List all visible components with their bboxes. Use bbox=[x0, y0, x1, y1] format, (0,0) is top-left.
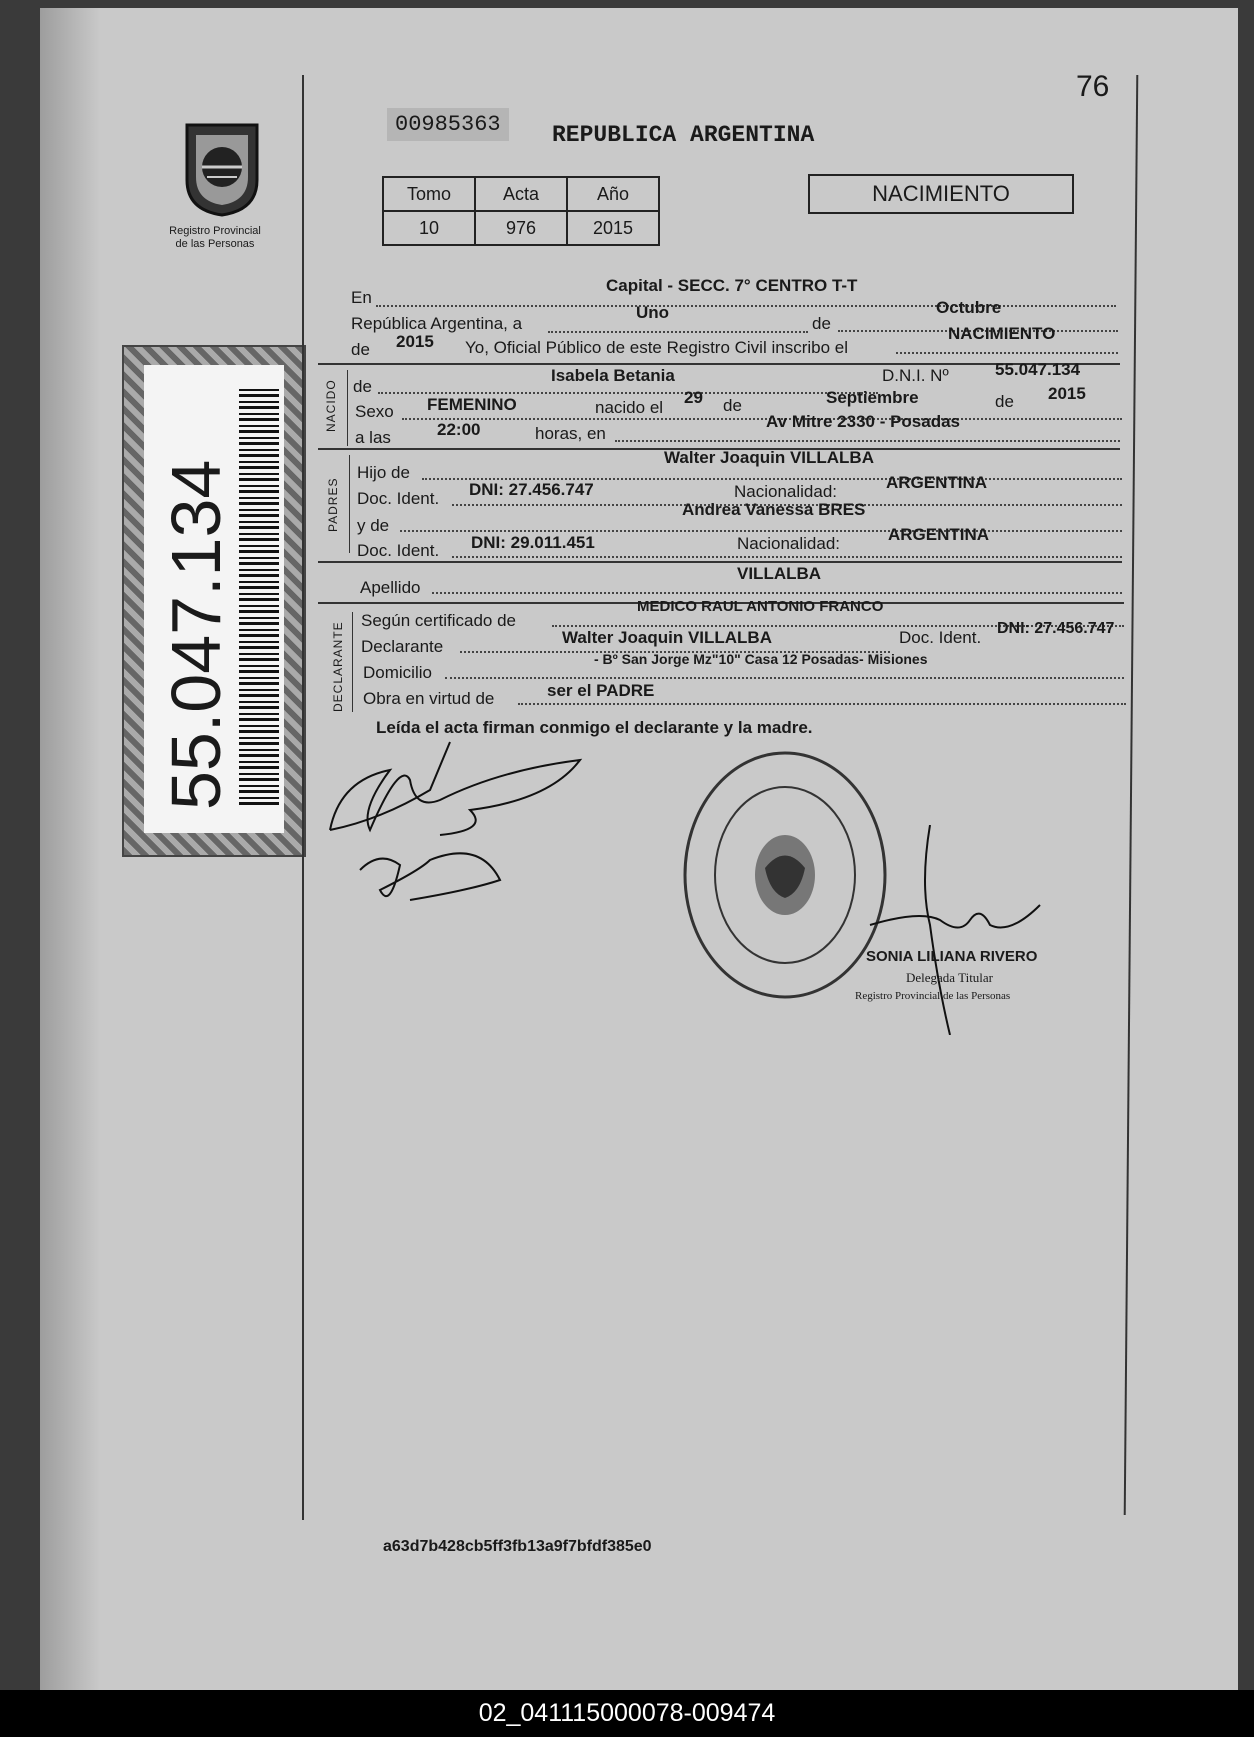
obra-dots bbox=[518, 703, 1126, 705]
logo-caption-2: de las Personas bbox=[175, 238, 255, 250]
day-dots bbox=[548, 331, 808, 333]
registry-logo bbox=[150, 115, 280, 251]
nacido-bracket bbox=[347, 370, 348, 446]
closing-text: Leída el acta firman conmigo el declarante y la madre. bbox=[376, 718, 813, 737]
decl-doc-label: Doc. Ident. bbox=[899, 628, 982, 647]
en-value: Capital - SECC. 7° CENTRO T-T bbox=[606, 276, 858, 295]
decl-value: Walter Joaquin VILLALBA bbox=[562, 628, 772, 647]
hijo-label: Hijo de bbox=[357, 463, 410, 482]
mother-dots bbox=[400, 530, 1122, 532]
obra-value: ser el PADRE bbox=[547, 681, 655, 700]
doc2-label: Doc. Ident. bbox=[357, 541, 440, 560]
year-value: 2015 bbox=[396, 332, 434, 351]
shield-emblem-icon bbox=[172, 115, 272, 220]
yde-label: y de bbox=[357, 516, 390, 535]
anio-header: Año bbox=[567, 177, 659, 211]
dni-sticker-inner bbox=[144, 365, 284, 833]
nac2-label: Nacionalidad: bbox=[737, 534, 841, 553]
child-name: Isabela Betania bbox=[551, 366, 675, 385]
birth-day: 29 bbox=[684, 388, 703, 407]
oficial-text: Yo, Oficial Público de este Registro Civil inscribo el bbox=[465, 338, 848, 357]
apellido-dots bbox=[432, 592, 1122, 594]
month-value: Octubre bbox=[936, 298, 1002, 317]
sexo-value: FEMENINO bbox=[427, 395, 517, 414]
child-dni: 55.047.134 bbox=[995, 360, 1081, 379]
sexo-label: Sexo bbox=[355, 402, 394, 421]
padres-bracket bbox=[349, 455, 350, 553]
nacido-de-label: de bbox=[353, 377, 372, 396]
official-stamp-icon bbox=[680, 748, 890, 1003]
dni-number: 55.047.134 bbox=[157, 459, 235, 810]
acta-header: Acta bbox=[475, 177, 567, 211]
nacido-de-label-3: de bbox=[995, 392, 1014, 411]
official-name: SONIA LILIANA RIVERO bbox=[866, 948, 1038, 965]
doc1-label: Doc. Ident. bbox=[357, 489, 440, 508]
father-nationality: ARGENTINA bbox=[886, 473, 988, 492]
cert-value: MEDICO RAUL ANTONIO FRANCO bbox=[637, 598, 884, 615]
country-heading: REPUBLICA ARGENTINA bbox=[552, 122, 815, 148]
republica-label: República Argentina, a bbox=[351, 314, 523, 333]
father-doc: DNI: 27.456.747 bbox=[469, 480, 594, 499]
nacido-de-label-2: de bbox=[723, 396, 742, 415]
obra-label: Obra en virtud de bbox=[363, 689, 495, 708]
alas-label: a las bbox=[355, 428, 391, 447]
sexo-dots bbox=[402, 418, 1122, 420]
record-value: NACIMIENTO bbox=[948, 324, 1056, 343]
official-signature-icon bbox=[860, 825, 1060, 1035]
nacido-el-label: nacido el bbox=[595, 398, 664, 417]
logo-caption-1: Registro Provincial bbox=[169, 225, 261, 237]
de-label-2: de bbox=[351, 340, 370, 359]
dom-value: - Bº San Jorge Mz"10" Casa 12 Posadas- Misiones bbox=[594, 651, 928, 667]
mother-doc: DNI: 29.011.451 bbox=[471, 533, 595, 552]
anio-value: 2015 bbox=[567, 211, 659, 245]
dom-label: Domicilio bbox=[363, 663, 432, 682]
name-dots bbox=[378, 392, 878, 394]
padres-section-label: PADRES bbox=[326, 477, 340, 532]
declarante-section-label: DECLARANTE bbox=[331, 621, 345, 712]
record-dots bbox=[896, 352, 1118, 354]
mother-name: Andrea Vanessa BRES bbox=[682, 500, 866, 519]
nac1-label: Nacionalidad: bbox=[734, 482, 838, 501]
document-hash: a63d7b428cb5ff3fb13a9f7bfdf385e0 bbox=[383, 1538, 652, 1555]
serial-number: 00985363 bbox=[387, 108, 509, 141]
birth-year: 2015 bbox=[1048, 384, 1086, 403]
tomo-header: Tomo bbox=[383, 177, 475, 211]
birth-place: Av Mitre 2330 - Posadas bbox=[766, 412, 961, 431]
apellido-value: VILLALBA bbox=[737, 564, 822, 583]
apellido-label: Apellido bbox=[360, 578, 421, 597]
acta-value: 976 bbox=[475, 211, 567, 245]
decl-label: Declarante bbox=[361, 637, 444, 656]
record-type-box: NACIMIENTO bbox=[808, 174, 1074, 214]
mother-nationality: ARGENTINA bbox=[888, 525, 990, 544]
cert-label: Según certificado de bbox=[361, 611, 516, 630]
en-label: En bbox=[351, 288, 372, 307]
nacido-section-label: NACIDO bbox=[324, 379, 338, 432]
footer-code: 02_041115000078-009474 bbox=[0, 1690, 1254, 1737]
official-office: Registro Provincial de las Personas bbox=[855, 990, 1011, 1002]
official-title: Delegada Titular bbox=[906, 970, 994, 985]
left-margin-line bbox=[302, 75, 304, 1520]
padres-divider bbox=[318, 561, 1122, 563]
declarante-bracket bbox=[352, 612, 353, 712]
dni-label: D.N.I. Nº bbox=[882, 366, 949, 385]
tomo-table bbox=[382, 176, 660, 246]
declarant-signature-icon bbox=[320, 740, 610, 920]
tomo-value: 10 bbox=[383, 211, 475, 245]
birth-time: 22:00 bbox=[437, 420, 481, 439]
mother-doc-dots bbox=[452, 556, 1122, 558]
decl-doc-value: DNI: 27.456.747 bbox=[997, 620, 1115, 637]
father-name: Walter Joaquin VILLALBA bbox=[664, 448, 874, 467]
dom-dots bbox=[445, 677, 1124, 679]
barcode bbox=[239, 385, 279, 805]
dni-sticker bbox=[122, 345, 306, 857]
place-dots bbox=[615, 440, 1120, 442]
birth-month: Septiembre bbox=[826, 388, 919, 407]
en-dots bbox=[376, 305, 1116, 307]
page-number: 76 bbox=[1076, 70, 1110, 103]
de-label-1: de bbox=[812, 314, 831, 333]
page-binding-shade bbox=[40, 8, 100, 1693]
day-value: Uno bbox=[636, 303, 670, 322]
horas-label: horas, en bbox=[535, 424, 606, 443]
